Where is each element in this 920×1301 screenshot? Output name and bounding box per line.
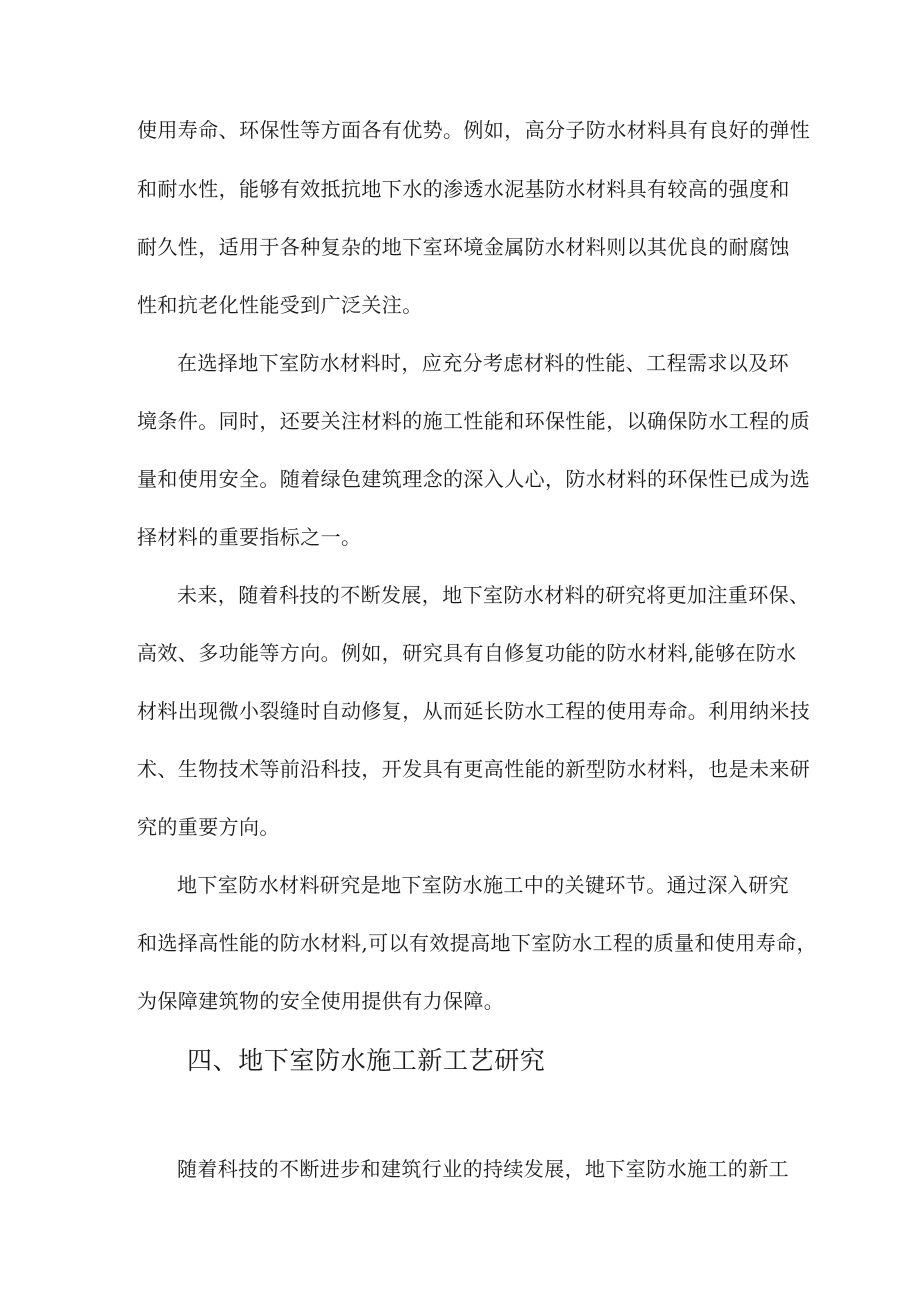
text-line: 性和抗老化性能受到广泛关注。 xyxy=(137,293,423,317)
text-line: 术、生物技术等前沿科技，开发具有更高性能的新型防水材料，也是未来研 xyxy=(137,757,811,781)
text-line: 地下室防水材料研究是地下室防水施工中的关键环节。通过深入研究 xyxy=(177,873,789,897)
text-line: 随着科技的不断进步和建筑行业的持续发展，地下室防水施工的新工 xyxy=(177,1157,789,1181)
text-line: 择材料的重要指标之一。 xyxy=(137,525,362,549)
text-line: 耐久性，适用于各种复杂的地下室环境金属防水材料则以其优良的耐腐蚀 xyxy=(137,235,790,259)
text-line: 材料出现微小裂缝时自动修复，从而延长防水工程的使用寿命。利用纳米技 xyxy=(137,699,811,723)
text-line: 和选择高性能的防水材料,可以有效提高地下室防水工程的质量和使用寿命， xyxy=(137,931,817,955)
text-line: 在选择地下室防水材料时，应充分考虑材料的性能、工程需求以及环 xyxy=(177,351,789,375)
text-line: 未来，随着科技的不断发展，地下室防水材料的研究将更加注重环保、 xyxy=(177,583,810,607)
text-line: 为保障建筑物的安全使用提供有力保障。 xyxy=(137,989,505,1013)
section-heading: 四、地下室防水施工新工艺研究 xyxy=(187,1046,546,1075)
text-line: 和耐水性，能够有效抵抗地下水的渗透水泥基防水材料具有较高的强度和 xyxy=(137,177,790,201)
text-line: 境条件。同时，还要关注材料的施工性能和环保性能，以确保防水工程的质 xyxy=(137,409,811,433)
text-line: 量和使用安全。随着绿色建筑理念的深入人心，防水材料的环保性已成为选 xyxy=(137,467,811,491)
text-line: 高效、多功能等方向。例如，研究具有自修复功能的防水材料,能够在防水 xyxy=(137,641,797,665)
text-line: 使用寿命、环保性等方面各有优势。例如，高分子防水材料具有良好的弹性 xyxy=(137,118,811,142)
text-line: 究的重要方向。 xyxy=(137,815,280,839)
